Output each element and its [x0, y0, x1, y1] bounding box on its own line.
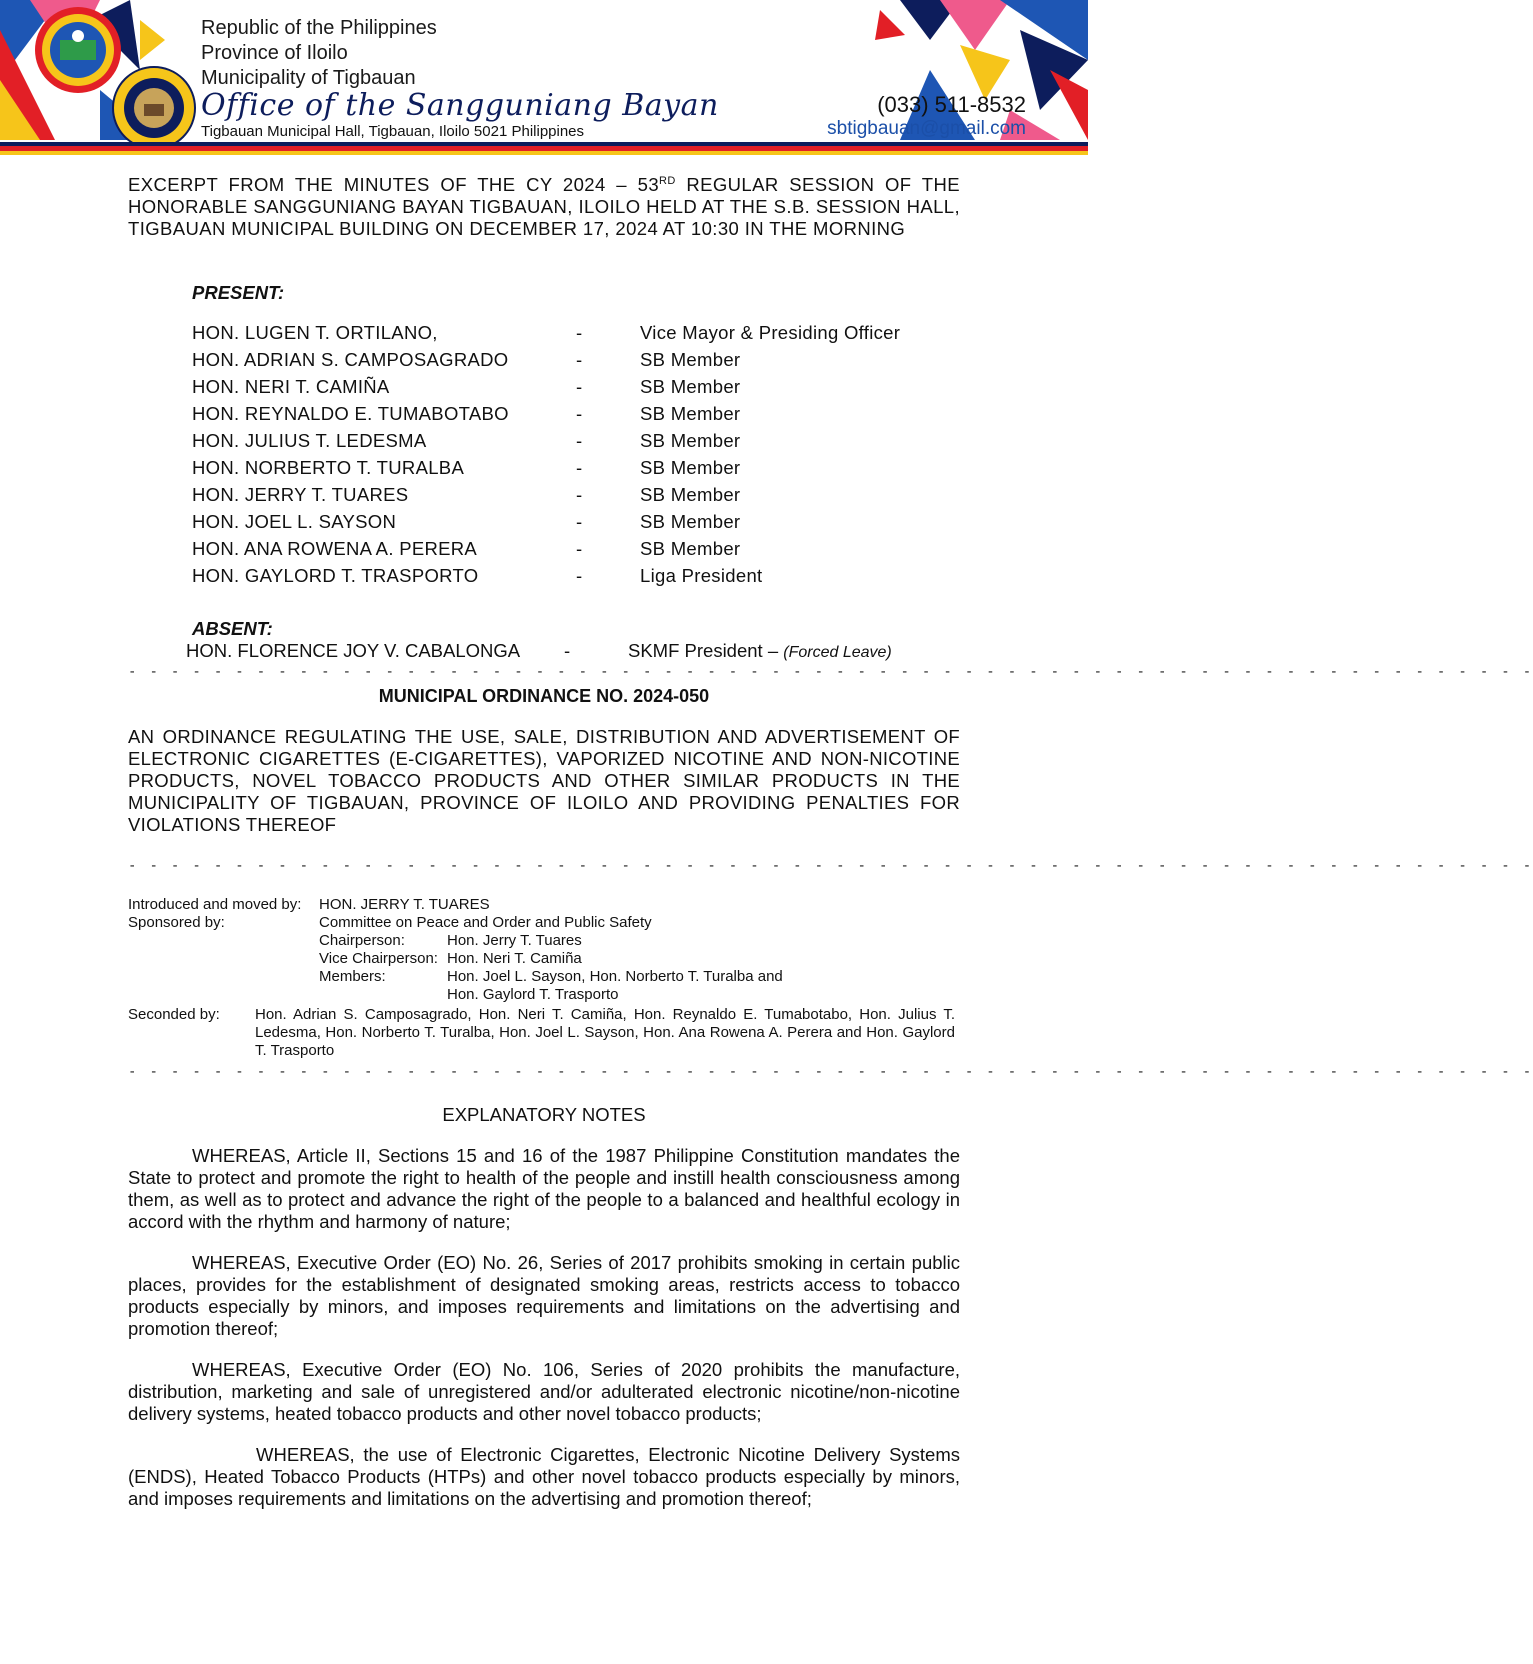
member-name: HON. NERI T. CAMIÑA: [192, 376, 390, 397]
excerpt-sup: RD: [659, 175, 676, 187]
present-row: [192, 349, 1012, 375]
header-address: Tigbauan Municipal Hall, Tigbauan, Iloilo 5021 Philippines: [201, 123, 585, 140]
divider-1: - - - - - - - - - - - - - - - - - - - - - - - - - - - - - - - - - - - - - - - - - - - - - - - - - - - - - - - - - - - - - - - - - -: [128, 664, 1533, 680]
header-stripe-yellow: [0, 151, 1088, 155]
header-republic: Republic of the Philippines: [201, 17, 437, 39]
whereas-paragraph-3: WHEREAS, Executive Order (EO) No. 106, Series of 2020 prohibits the manufacture, distribution, marketing and sale of unregistered and/or adulterated electronic nicotine/non-nicotine delivery systems, heated tobacco products and other novel tobacco products;: [128, 1359, 960, 1424]
chair-label: Chairperson:: [319, 932, 405, 949]
header-office-title: Office of the Sangguniang Bayan: [201, 88, 719, 123]
divider-2: - - - - - - - - - - - - - - - - - - - - - - - - - - - - - - - - - - - - - - - - - - - - - - - - - - - - - - - - - - - - - - - - - -: [128, 858, 1533, 874]
whereas-paragraph-1: WHEREAS, Article II, Sections 15 and 16 of the 1987 Philippine Constitution mandates the State to protect and promote the right to health of the people and instill health consciousness among them, as well as to protect and advance the right of the people to a balanced and healthful ecology in accord with the rhythm and harmony of nature;: [128, 1145, 960, 1232]
letterhead: [0, 0, 1088, 162]
header-phone: (033) 511-8532: [877, 92, 1026, 117]
present-label: PRESENT:: [192, 282, 285, 303]
header-municipality: Municipality of Tigbauan: [201, 67, 416, 89]
seconded-label: Seconded by:: [128, 1006, 220, 1023]
present-row: [192, 511, 1012, 537]
minutes-excerpt: [128, 170, 960, 240]
whereas-paragraph-4: WHEREAS, the use of Electronic Cigarettes, Electronic Nicotine Delivery Systems (ENDS), Heated Tobacco Products (HTPs) and other novel tobacco products especially by minors, and imposes requirements and limitations on the advertising and promotion thereof;: [128, 1444, 960, 1509]
explanatory-notes-title: EXPLANATORY NOTES: [442, 1104, 646, 1125]
sangguniang-bayan-seal: [112, 66, 196, 150]
member-name: HON. NORBERTO T. TURALBA: [192, 457, 465, 478]
member-position: SB Member: [640, 538, 741, 559]
present-row: [192, 403, 1012, 429]
vice-chair-value: Hon. Neri T. Camiña: [447, 950, 582, 967]
divider-3: - - - - - - - - - - - - - - - - - - - - - - - - - - - - - - - - - - - - - - - - - - - - - - - - - - - - - - - - - - - - - - - - - -: [128, 1064, 1533, 1080]
introduced-label: Introduced and moved by:: [128, 896, 302, 913]
member-position: SB Member: [640, 511, 741, 532]
absent-dash: -: [564, 640, 571, 661]
header-email: sbtigbauan@gmail.com: [827, 118, 1026, 139]
present-row: [192, 484, 1012, 510]
member-name: HON. JERRY T. TUARES: [192, 484, 409, 505]
vice-chair-label: Vice Chairperson:: [319, 950, 438, 967]
excerpt-text-b: REGULAR SESSION OF THE HONORABLE SANGGUNIANG BAYAN TIGBAUAN, ILOILO HELD AT THE S.B. SESSION HALL, TIGBAUAN MUNICIPAL BUILDING ON DECEMBER 17, 2024 AT 10:30 IN THE MORNING: [128, 174, 960, 240]
member-position: SB Member: [640, 376, 741, 397]
present-row: [192, 538, 1012, 564]
member-dash: -: [576, 565, 583, 586]
members-label: Members:: [319, 968, 386, 985]
absent-label: ABSENT:: [192, 618, 273, 639]
member-position: SB Member: [640, 349, 741, 370]
whereas-paragraph-2: WHEREAS, Executive Order (EO) No. 26, Series of 2017 prohibits smoking in certain public places, provides for the establishment of designated smoking areas, restricts access to tobacco products especially by minors, and imposes requirements and limitations on the advertising and promotion thereof;: [128, 1252, 960, 1339]
present-row: [192, 565, 1012, 591]
sponsored-value: Committee on Peace and Order and Public Safety: [319, 914, 652, 931]
header-republic-block: [201, 16, 437, 91]
seconded-value: Hon. Adrian S. Camposagrado, Hon. Neri T. Camiña, Hon. Reynaldo E. Tumabotabo, Hon. Julius T. Ledesma, Hon. Norberto T. Turalba, Hon. Joel L. Sayson, Hon. Ana Rowena A. Perera and Hon. Gaylord T. Trasporto: [255, 1006, 955, 1059]
member-dash: -: [576, 484, 583, 505]
excerpt-text-a: EXCERPT FROM THE MINUTES OF THE CY 2024 – 53: [128, 174, 660, 196]
member-name: HON. LUGEN T. ORTILANO,: [192, 322, 438, 343]
member-name: HON. REYNALDO E. TUMABOTABO: [192, 403, 509, 424]
ordinance-title: AN ORDINANCE REGULATING THE USE, SALE, DISTRIBUTION AND ADVERTISEMENT OF ELECTRONIC CIGARETTES (E-CIGARETTES), VAPORIZED NICOTINE AND NON-NICOTINE PRODUCTS, NOVEL TOBACCO PRODUCTS AND OTHER SIMILAR PRODUCTS IN THE MUNICIPALITY OF TIGBAUAN, PROVINCE OF ILOILO AND PROVIDING PENALTIES FOR VIOLATIONS THEREOF: [128, 726, 960, 835]
absent-position-text: SKMF President –: [628, 640, 784, 661]
absent-position: [628, 640, 892, 662]
member-position: SB Member: [640, 430, 741, 451]
member-position: SB Member: [640, 403, 741, 424]
member-name: HON. JULIUS T. LEDESMA: [192, 430, 427, 451]
member-name: HON. ANA ROWENA A. PERERA: [192, 538, 478, 559]
ordinance-number: MUNICIPAL ORDINANCE NO. 2024-050: [378, 686, 710, 706]
member-position: Liga President: [640, 565, 763, 586]
member-dash: -: [576, 322, 583, 343]
chair-value: Hon. Jerry T. Tuares: [447, 932, 582, 949]
absent-name: HON. FLORENCE JOY V. CABALONGA: [186, 640, 521, 661]
introduced-value: HON. JERRY T. TUARES: [319, 896, 490, 913]
member-dash: -: [576, 403, 583, 424]
member-dash: -: [576, 511, 583, 532]
member-dash: -: [576, 430, 583, 451]
members-value-1: Hon. Joel L. Sayson, Hon. Norberto T. Turalba and: [447, 968, 783, 985]
member-name: HON. ADRIAN S. CAMPOSAGRADO: [192, 349, 509, 370]
member-name: HON. JOEL L. SAYSON: [192, 511, 397, 532]
members-value-2: Hon. Gaylord T. Trasporto: [447, 986, 619, 1003]
absent-note: (Forced Leave): [783, 644, 892, 661]
member-position: Vice Mayor & Presiding Officer: [640, 322, 901, 343]
member-dash: -: [576, 457, 583, 478]
member-name: HON. GAYLORD T. TRASPORTO: [192, 565, 479, 586]
member-dash: -: [576, 349, 583, 370]
member-dash: -: [576, 376, 583, 397]
sponsored-label: Sponsored by:: [128, 914, 225, 931]
member-position: SB Member: [640, 457, 741, 478]
present-row: [192, 457, 1012, 483]
member-position: SB Member: [640, 484, 741, 505]
municipality-seal: [34, 6, 122, 94]
member-dash: -: [576, 538, 583, 559]
absent-row: [186, 640, 1006, 666]
header-province: Province of Iloilo: [201, 42, 348, 64]
present-row: [192, 376, 1012, 402]
present-row: [192, 430, 1012, 456]
present-row: [192, 322, 1012, 348]
